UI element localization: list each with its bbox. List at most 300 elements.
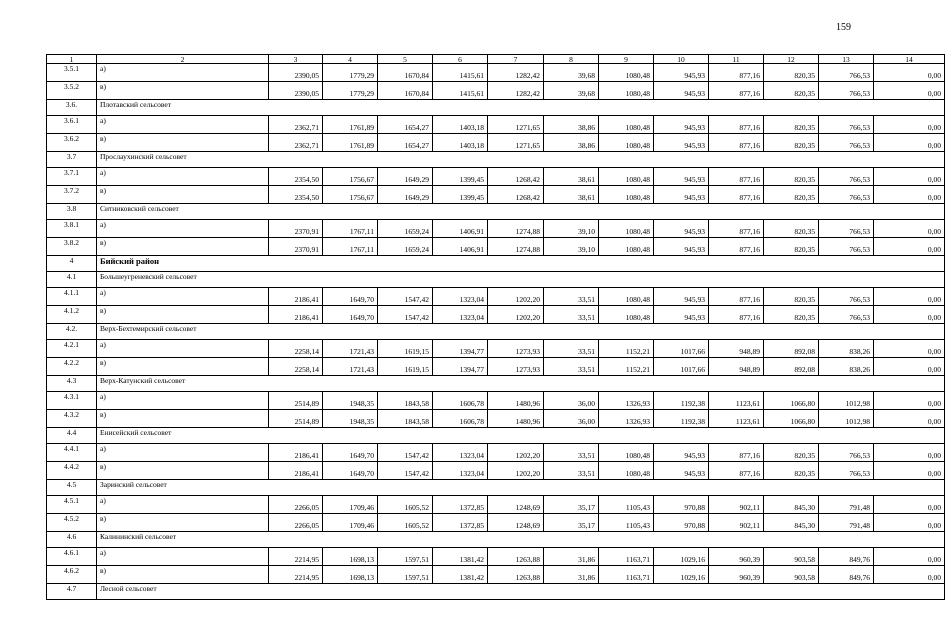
value-cell: 945,93 [654, 82, 709, 100]
section-title: Плотавский сельсовет [97, 100, 945, 116]
value-cell: 2214,95 [269, 566, 323, 584]
value-cell: 1403,18 [433, 134, 488, 152]
column-header: 14 [874, 55, 945, 64]
value-cell: 1066,80 [764, 392, 819, 410]
value-cell: 2214,95 [269, 548, 323, 566]
value-cell: 1649,70 [323, 306, 378, 324]
value-cell: 766,53 [819, 220, 874, 238]
value-cell: 877,16 [709, 462, 764, 480]
section-title: Верх-Катунский сельсовет [97, 376, 945, 392]
value-cell: 1080,48 [599, 64, 654, 82]
table-row [47, 220, 945, 238]
table-row [47, 288, 945, 306]
row-code: 4.5 [47, 480, 97, 496]
value-cell: 1721,43 [323, 340, 378, 358]
row-label: в) [97, 82, 269, 100]
value-cell: 960,39 [709, 566, 764, 584]
value-cell: 1381,42 [433, 566, 488, 584]
value-cell: 1605,52 [378, 514, 433, 532]
section-title: Енисейский сельсовет [97, 428, 945, 444]
value-cell: 1619,15 [378, 358, 433, 376]
value-cell: 1323,04 [433, 306, 488, 324]
value-cell: 1756,67 [323, 186, 378, 204]
value-cell: 877,16 [709, 82, 764, 100]
value-cell: 1394,77 [433, 358, 488, 376]
value-cell: 1779,29 [323, 82, 378, 100]
value-cell: 945,93 [654, 168, 709, 186]
value-cell: 1480,96 [488, 410, 544, 428]
value-cell: 1029,16 [654, 566, 709, 584]
value-cell: 1547,42 [378, 306, 433, 324]
value-cell: 877,16 [709, 238, 764, 256]
value-cell: 1012,98 [819, 392, 874, 410]
value-cell: 838,26 [819, 340, 874, 358]
value-cell: 1670,84 [378, 82, 433, 100]
value-cell: 1271,65 [488, 116, 544, 134]
value-cell: 902,11 [709, 514, 764, 532]
row-label: а) [97, 548, 269, 566]
value-cell: 1152,21 [599, 358, 654, 376]
value-cell: 1268,42 [488, 186, 544, 204]
value-cell: 1767,11 [323, 220, 378, 238]
value-cell: 33,51 [544, 306, 599, 324]
column-header: 8 [544, 55, 599, 64]
value-cell: 877,16 [709, 64, 764, 82]
row-code: 3.6. [47, 100, 97, 116]
value-cell: 820,35 [764, 186, 819, 204]
row-label: в) [97, 134, 269, 152]
section-row [47, 584, 945, 600]
value-cell: 766,53 [819, 64, 874, 82]
value-cell: 2370,91 [269, 238, 323, 256]
value-cell: 1163,71 [599, 548, 654, 566]
column-header: 2 [97, 55, 269, 64]
value-cell: 1080,48 [599, 220, 654, 238]
value-cell: 945,93 [654, 220, 709, 238]
table-row [47, 238, 945, 256]
value-cell: 1080,48 [599, 82, 654, 100]
row-code: 3.7.1 [47, 168, 97, 186]
value-cell: 1202,20 [488, 288, 544, 306]
value-cell: 945,93 [654, 116, 709, 134]
row-label: а) [97, 288, 269, 306]
value-cell: 1761,89 [323, 116, 378, 134]
value-cell: 1017,66 [654, 358, 709, 376]
value-cell: 39,68 [544, 64, 599, 82]
row-code: 4.2. [47, 324, 97, 340]
value-cell: 1649,70 [323, 462, 378, 480]
row-code: 4.2.1 [47, 340, 97, 358]
row-label: в) [97, 462, 269, 480]
row-label: в) [97, 410, 269, 428]
row-code: 3.6.1 [47, 116, 97, 134]
value-cell: 1263,88 [488, 566, 544, 584]
value-cell: 1080,48 [599, 444, 654, 462]
table-row [47, 116, 945, 134]
row-code: 4.7 [47, 584, 97, 600]
value-cell: 1105,43 [599, 496, 654, 514]
value-cell: 1403,18 [433, 116, 488, 134]
row-label: в) [97, 238, 269, 256]
section-row [47, 428, 945, 444]
table-row [47, 566, 945, 584]
table-row [47, 514, 945, 532]
value-cell: 0,00 [874, 134, 945, 152]
page-number: 159 [836, 22, 851, 33]
value-cell: 0,00 [874, 548, 945, 566]
value-cell: 903,58 [764, 566, 819, 584]
column-header: 6 [433, 55, 488, 64]
section-title: Калининский сельсовет [97, 532, 945, 548]
value-cell: 38,86 [544, 134, 599, 152]
value-cell: 0,00 [874, 462, 945, 480]
value-cell: 0,00 [874, 358, 945, 376]
value-cell: 1080,48 [599, 134, 654, 152]
value-cell: 1649,29 [378, 168, 433, 186]
value-cell: 1192,38 [654, 410, 709, 428]
value-cell: 2186,41 [269, 462, 323, 480]
value-cell: 892,08 [764, 358, 819, 376]
value-cell: 877,16 [709, 186, 764, 204]
value-cell: 766,53 [819, 462, 874, 480]
value-cell: 1080,48 [599, 462, 654, 480]
value-cell: 1372,85 [433, 496, 488, 514]
value-cell: 1080,48 [599, 186, 654, 204]
value-cell: 766,53 [819, 168, 874, 186]
value-cell: 820,35 [764, 306, 819, 324]
district-title: Бийский район [97, 256, 945, 272]
value-cell: 1761,89 [323, 134, 378, 152]
value-cell: 0,00 [874, 566, 945, 584]
value-cell: 0,00 [874, 496, 945, 514]
row-code: 4.6.1 [47, 548, 97, 566]
value-cell: 1399,45 [433, 168, 488, 186]
value-cell: 38,61 [544, 168, 599, 186]
value-cell: 38,86 [544, 116, 599, 134]
row-code: 3.8.1 [47, 220, 97, 238]
row-label: а) [97, 64, 269, 82]
value-cell: 1080,48 [599, 238, 654, 256]
value-cell: 31,86 [544, 566, 599, 584]
row-code: 4.1.1 [47, 288, 97, 306]
value-cell: 1406,91 [433, 220, 488, 238]
value-cell: 2354,50 [269, 168, 323, 186]
value-cell: 1649,70 [323, 288, 378, 306]
value-cell: 1326,93 [599, 392, 654, 410]
table-row [47, 444, 945, 462]
column-header: 9 [599, 55, 654, 64]
row-code: 3.8 [47, 204, 97, 220]
row-label: в) [97, 514, 269, 532]
value-cell: 1192,38 [654, 392, 709, 410]
value-cell: 1547,42 [378, 462, 433, 480]
section-row [47, 204, 945, 220]
row-code: 4.4.1 [47, 444, 97, 462]
value-cell: 0,00 [874, 306, 945, 324]
column-header: 12 [764, 55, 819, 64]
section-title: Большеугреневский сельсовет [97, 272, 945, 288]
value-cell: 0,00 [874, 186, 945, 204]
value-cell: 945,93 [654, 306, 709, 324]
table-row [47, 462, 945, 480]
value-cell: 945,93 [654, 238, 709, 256]
district-row [47, 256, 945, 272]
value-cell: 1597,51 [378, 566, 433, 584]
value-cell: 38,61 [544, 186, 599, 204]
value-cell: 2186,41 [269, 288, 323, 306]
value-cell: 1323,04 [433, 444, 488, 462]
value-cell: 1282,42 [488, 64, 544, 82]
value-cell: 1606,78 [433, 410, 488, 428]
value-cell: 791,48 [819, 496, 874, 514]
value-cell: 0,00 [874, 410, 945, 428]
value-cell: 849,76 [819, 548, 874, 566]
value-cell: 35,17 [544, 514, 599, 532]
section-row [47, 480, 945, 496]
value-cell: 1263,88 [488, 548, 544, 566]
value-cell: 1012,98 [819, 410, 874, 428]
value-cell: 1606,78 [433, 392, 488, 410]
value-cell: 1017,66 [654, 340, 709, 358]
value-cell: 1415,61 [433, 82, 488, 100]
value-cell: 1721,43 [323, 358, 378, 376]
value-cell: 0,00 [874, 340, 945, 358]
value-cell: 970,88 [654, 496, 709, 514]
value-cell: 820,35 [764, 64, 819, 82]
value-cell: 766,53 [819, 288, 874, 306]
value-cell: 2390,05 [269, 64, 323, 82]
value-cell: 1202,20 [488, 444, 544, 462]
tariff-table [46, 54, 945, 600]
value-cell: 877,16 [709, 306, 764, 324]
row-label: в) [97, 358, 269, 376]
value-cell: 1709,46 [323, 514, 378, 532]
row-code: 4.6.2 [47, 566, 97, 584]
value-cell: 877,16 [709, 116, 764, 134]
value-cell: 766,53 [819, 134, 874, 152]
row-code: 3.7.2 [47, 186, 97, 204]
value-cell: 1779,29 [323, 64, 378, 82]
value-cell: 1273,93 [488, 358, 544, 376]
value-cell: 1123,61 [709, 392, 764, 410]
value-cell: 1698,13 [323, 566, 378, 584]
value-cell: 36,00 [544, 392, 599, 410]
value-cell: 1399,45 [433, 186, 488, 204]
column-header: 3 [269, 55, 323, 64]
value-cell: 1659,24 [378, 220, 433, 238]
value-cell: 2362,71 [269, 116, 323, 134]
value-cell: 36,00 [544, 410, 599, 428]
row-label: а) [97, 340, 269, 358]
value-cell: 791,48 [819, 514, 874, 532]
column-header: 13 [819, 55, 874, 64]
value-cell: 820,35 [764, 220, 819, 238]
value-cell: 877,16 [709, 444, 764, 462]
value-cell: 1271,65 [488, 134, 544, 152]
value-cell: 0,00 [874, 64, 945, 82]
column-header: 11 [709, 55, 764, 64]
table-row [47, 82, 945, 100]
section-row [47, 324, 945, 340]
value-cell: 0,00 [874, 514, 945, 532]
value-cell: 33,51 [544, 288, 599, 306]
table-row [47, 168, 945, 186]
value-cell: 1029,16 [654, 548, 709, 566]
table-row [47, 134, 945, 152]
value-cell: 1659,24 [378, 238, 433, 256]
value-cell: 1767,11 [323, 238, 378, 256]
value-cell: 0,00 [874, 82, 945, 100]
value-cell: 1248,69 [488, 514, 544, 532]
table-row [47, 358, 945, 376]
value-cell: 945,93 [654, 186, 709, 204]
value-cell: 766,53 [819, 116, 874, 134]
table-row [47, 186, 945, 204]
header-row [47, 55, 945, 64]
value-cell: 945,93 [654, 444, 709, 462]
row-label: а) [97, 496, 269, 514]
value-cell: 820,35 [764, 238, 819, 256]
row-code: 3.5.1 [47, 64, 97, 82]
value-cell: 820,35 [764, 116, 819, 134]
section-row [47, 152, 945, 168]
row-label: а) [97, 444, 269, 462]
table-row [47, 64, 945, 82]
value-cell: 2266,05 [269, 496, 323, 514]
value-cell: 2186,41 [269, 306, 323, 324]
value-cell: 1163,71 [599, 566, 654, 584]
value-cell: 1654,27 [378, 134, 433, 152]
value-cell: 948,89 [709, 340, 764, 358]
table-row [47, 496, 945, 514]
value-cell: 2514,89 [269, 392, 323, 410]
row-code: 3.5.2 [47, 82, 97, 100]
value-cell: 1066,80 [764, 410, 819, 428]
value-cell: 31,86 [544, 548, 599, 566]
value-cell: 902,11 [709, 496, 764, 514]
row-label: а) [97, 392, 269, 410]
value-cell: 1381,42 [433, 548, 488, 566]
value-cell: 766,53 [819, 444, 874, 462]
value-cell: 877,16 [709, 288, 764, 306]
section-row [47, 376, 945, 392]
value-cell: 820,35 [764, 462, 819, 480]
value-cell: 39,10 [544, 220, 599, 238]
row-code: 4.4.2 [47, 462, 97, 480]
value-cell: 960,39 [709, 548, 764, 566]
section-row [47, 532, 945, 548]
value-cell: 1273,93 [488, 340, 544, 358]
value-cell: 1123,61 [709, 410, 764, 428]
value-cell: 838,26 [819, 358, 874, 376]
value-cell: 1274,88 [488, 220, 544, 238]
value-cell: 1547,42 [378, 288, 433, 306]
value-cell: 1248,69 [488, 496, 544, 514]
row-code: 3.8.2 [47, 238, 97, 256]
value-cell: 903,58 [764, 548, 819, 566]
section-row [47, 100, 945, 116]
value-cell: 1948,35 [323, 410, 378, 428]
section-title: Заринский сельсовет [97, 480, 945, 496]
value-cell: 1649,29 [378, 186, 433, 204]
value-cell: 2354,50 [269, 186, 323, 204]
value-cell: 33,51 [544, 358, 599, 376]
value-cell: 1080,48 [599, 306, 654, 324]
value-cell: 1323,04 [433, 288, 488, 306]
value-cell: 0,00 [874, 288, 945, 306]
value-cell: 970,88 [654, 514, 709, 532]
value-cell: 1406,91 [433, 238, 488, 256]
value-cell: 877,16 [709, 134, 764, 152]
column-header: 10 [654, 55, 709, 64]
value-cell: 2390,05 [269, 82, 323, 100]
row-code: 4.5.2 [47, 514, 97, 532]
value-cell: 2186,41 [269, 444, 323, 462]
value-cell: 1080,48 [599, 288, 654, 306]
column-header: 4 [323, 55, 378, 64]
value-cell: 2370,91 [269, 220, 323, 238]
column-header: 7 [488, 55, 544, 64]
table-row [47, 392, 945, 410]
value-cell: 0,00 [874, 168, 945, 186]
value-cell: 0,00 [874, 116, 945, 134]
value-cell: 945,93 [654, 462, 709, 480]
value-cell: 1649,70 [323, 444, 378, 462]
value-cell: 1326,93 [599, 410, 654, 428]
section-title: Ситниковский сельсовет [97, 204, 945, 220]
value-cell: 33,51 [544, 340, 599, 358]
value-cell: 1268,42 [488, 168, 544, 186]
value-cell: 0,00 [874, 392, 945, 410]
row-label: а) [97, 116, 269, 134]
value-cell: 820,35 [764, 288, 819, 306]
value-cell: 1948,35 [323, 392, 378, 410]
row-code: 4.3.1 [47, 392, 97, 410]
value-cell: 2514,89 [269, 410, 323, 428]
value-cell: 945,93 [654, 288, 709, 306]
table-body [47, 55, 945, 600]
value-cell: 877,16 [709, 168, 764, 186]
value-cell: 945,93 [654, 64, 709, 82]
row-label: а) [97, 168, 269, 186]
value-cell: 35,17 [544, 496, 599, 514]
row-label: а) [97, 220, 269, 238]
value-cell: 1597,51 [378, 548, 433, 566]
row-code: 4.2.2 [47, 358, 97, 376]
value-cell: 948,89 [709, 358, 764, 376]
row-label: в) [97, 306, 269, 324]
section-title: Верх-Бехтемирский сельсовет [97, 324, 945, 340]
column-header: 1 [47, 55, 97, 64]
value-cell: 820,35 [764, 82, 819, 100]
value-cell: 0,00 [874, 444, 945, 462]
value-cell: 849,76 [819, 566, 874, 584]
row-code: 4.5.1 [47, 496, 97, 514]
value-cell: 1105,43 [599, 514, 654, 532]
value-cell: 1372,85 [433, 514, 488, 532]
value-cell: 2258,14 [269, 358, 323, 376]
row-code: 4 [47, 256, 97, 272]
row-label: в) [97, 186, 269, 204]
value-cell: 877,16 [709, 220, 764, 238]
row-code: 3.6.2 [47, 134, 97, 152]
row-code: 4.4 [47, 428, 97, 444]
value-cell: 33,51 [544, 462, 599, 480]
row-code: 4.1 [47, 272, 97, 288]
value-cell: 1698,13 [323, 548, 378, 566]
table-row [47, 306, 945, 324]
section-title: Прослаухинский сельсовет [97, 152, 945, 168]
